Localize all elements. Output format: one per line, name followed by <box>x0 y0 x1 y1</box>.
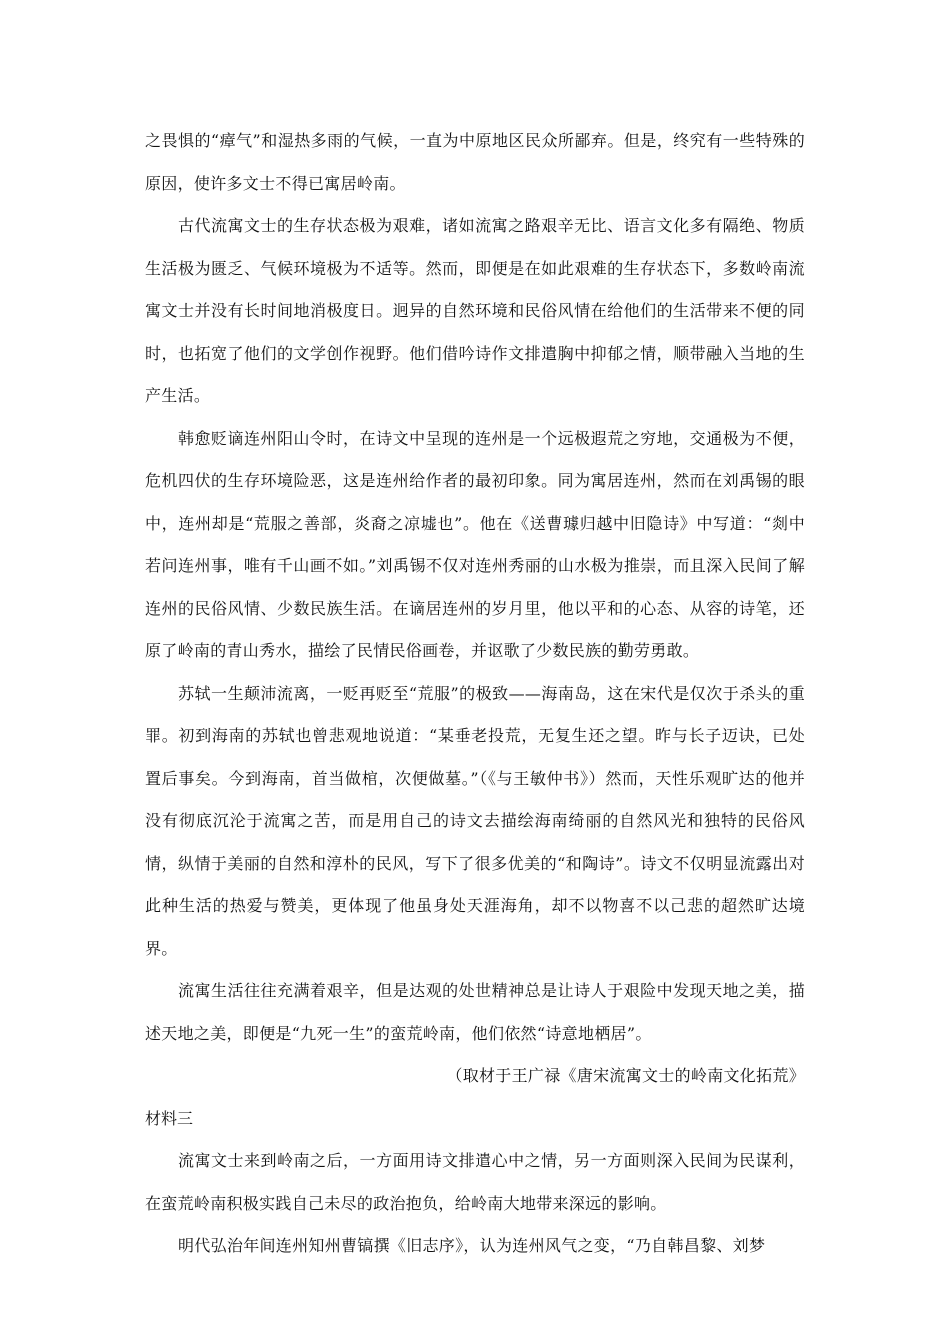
paragraph-3: 韩愈贬谪连州阳山令时，在诗文中呈现的连州是一个远极遐荒之穷地，交通极为不便，危机四伏的生存环境险恶，这是连州给作者的最初印象。同为寓居连州，然而在刘禹锡的眼中，连州却是“荒服之善部，炎裔之凉墟也”。他在《送曹璩归越中旧隐诗》中写道：“剡中若问连州事，唯有千山画不如。”刘禹锡不仅对连州秀丽的山水极为推崇，而且深入民间了解连州的民俗风情、少数民族生活。在谪居连州的岁月里，他以平和的心态、从容的诗笔，还原了岭南的青山秀水，描绘了民情民俗画卷，并讴歌了少数民族的勤劳勇敢。 <box>145 428 805 660</box>
source-citation: （取材于王广禄《唐宋流寓文士的岭南文化拓荒》 <box>446 1066 805 1085</box>
document-page <box>145 120 805 1268</box>
section-paragraph-2: 明代弘治年间连州知州曹镐撰《旧志序》，认为连州风气之变，“乃自韩昌黎、刘梦 <box>178 1236 766 1255</box>
section-paragraph-1: 流寓文士来到岭南之后，一方面用诗文排遣心中之情，另一方面则深入民间为民谋利，在蛮荒岭南积极实践自己未尽的政治抱负，给岭南大地带来深远的影响。 <box>145 1151 805 1213</box>
paragraph-5: 流寓生活往往充满着艰辛，但是达观的处世精神总是让诗人于艰险中发现天地之美，描述天地之美，即便是“九死一生”的蛮荒岭南，他们依然“诗意地栖居”。 <box>145 981 805 1043</box>
paragraph-2: 古代流寓文士的生存状态极为艰难，诸如流寓之路艰辛无比、语言文化多有隔绝、物质生活极为匮乏、气候环境极为不适等。然而，即便是在如此艰难的生存状态下，多数岭南流寓文士并没有长时间地消极度日。迥异的自然环境和民俗风情在给他们的生活带来不便的同时，也拓宽了他们的文学创作视野。他们借吟诗作文排遣胸中抑郁之情，顺带融入当地的生产生活。 <box>145 216 805 405</box>
paragraph-1: 之畏惧的“瘴气”和湿热多雨的气候，一直为中原地区民众所鄙弃。但是，终究有一些特殊的原因，使许多文士不得已寓居岭南。 <box>145 131 805 193</box>
section-title: 材料三 <box>145 1108 194 1128</box>
paragraph-4: 苏轼一生颠沛流离，一贬再贬至“荒服”的极致——海南岛，这在宋代是仅次于杀头的重罪。初到海南的苏轼也曾悲观地说道：“某垂老投荒，无复生还之望。昨与长子迈诀，已处置后事矣。今到海南，首当做棺，次便做墓。”（《与王敏仲书》）然而，天性乐观旷达的他并没有彻底沉沦于流寓之苦，而是用自己的诗文去描绘海南绮丽的自然风光和独特的民俗风情，纵情于美丽的自然和淳朴的民风，写下了很多优美的“和陶诗”。诗文不仅明显流露出对此种生活的热爱与赞美，更体现了他虽身处天涯海角，却不以物喜不以己悲的超然旷达境界。 <box>145 683 805 958</box>
